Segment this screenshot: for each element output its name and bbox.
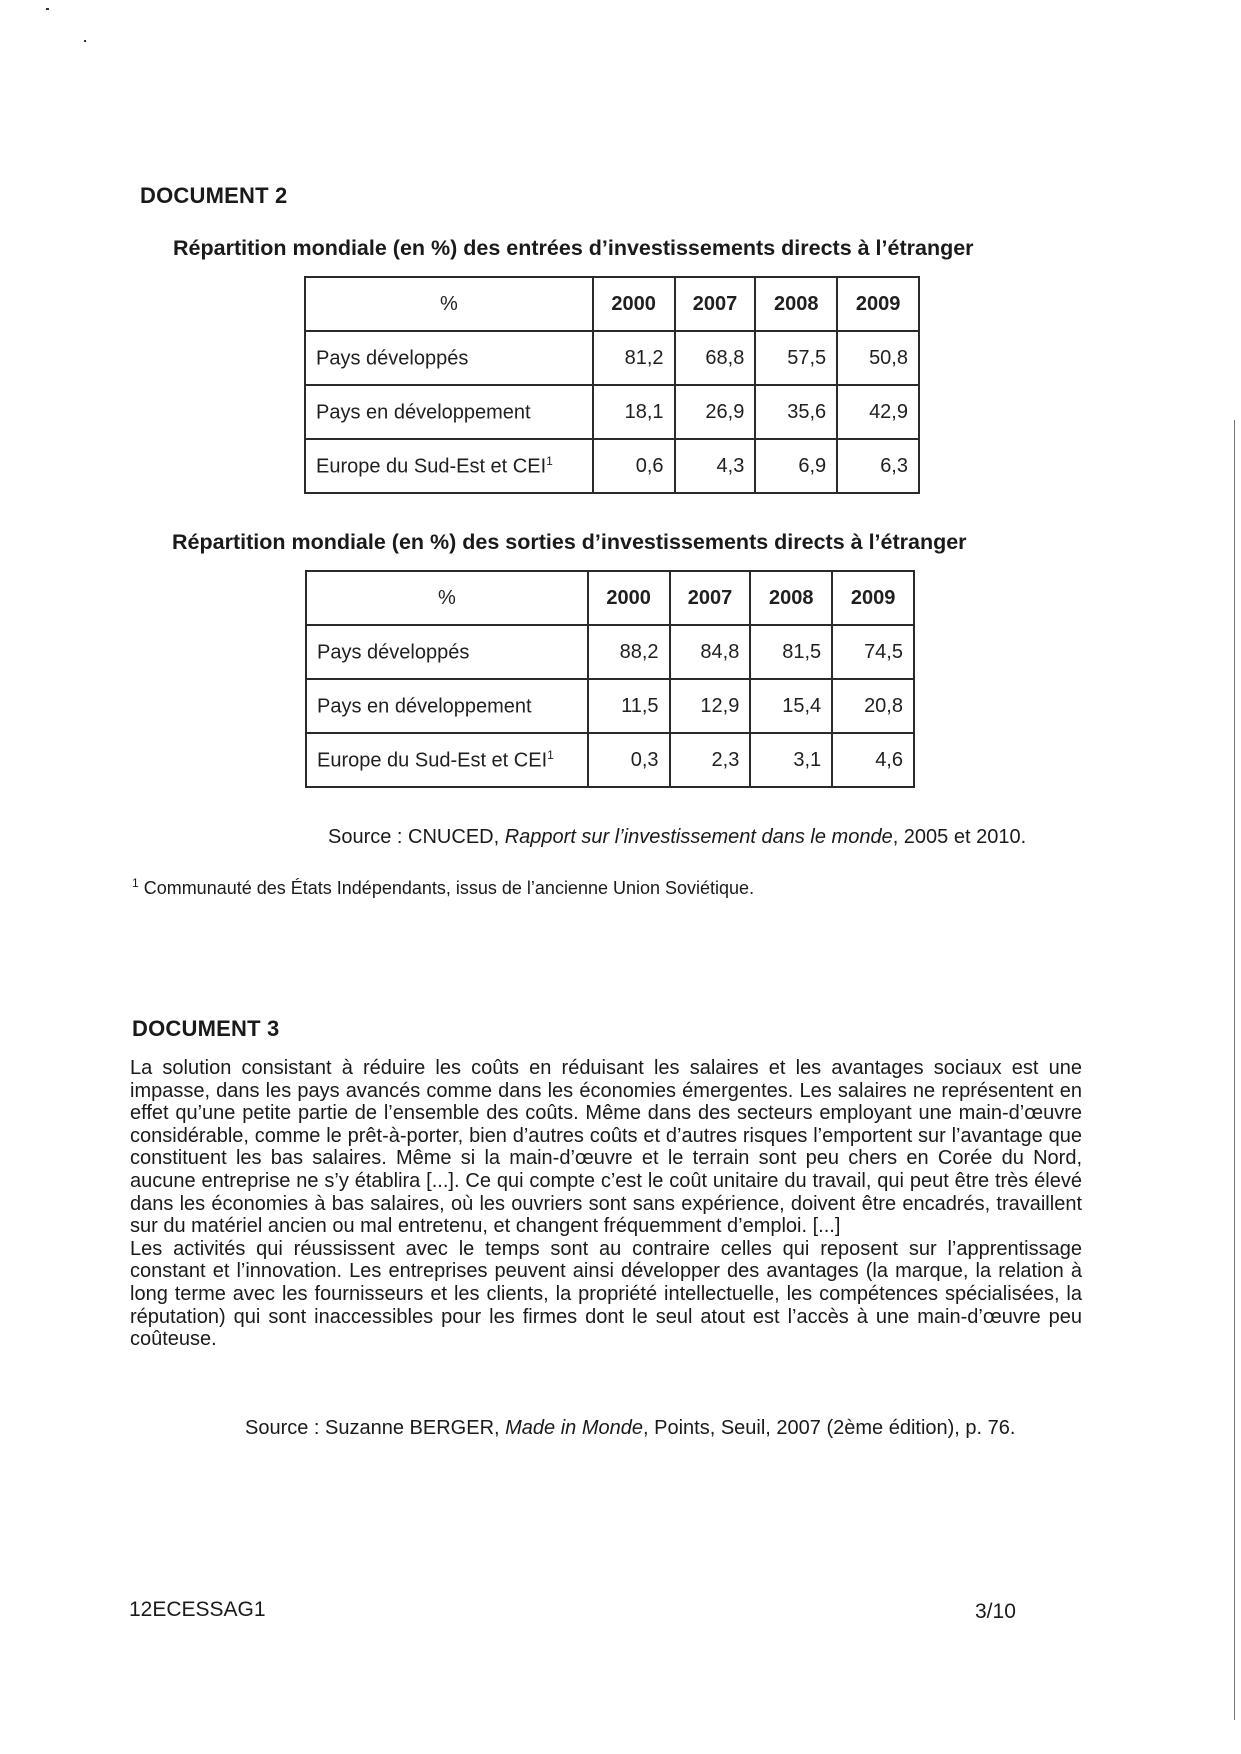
row-label	[306, 625, 588, 679]
doc3-source	[245, 1417, 1015, 1440]
row-label	[306, 733, 588, 787]
table-cell: 12,9	[670, 679, 751, 733]
doc2-source-suffix: , 2005 et 2010.	[892, 826, 1027, 848]
row-label-text: Europe du Sud-Est et CEI	[317, 749, 548, 772]
table-cell: 81,5	[750, 625, 832, 679]
table-out-header-cell: 2007	[670, 571, 751, 625]
table-row	[306, 733, 914, 787]
table-cell: 20,8	[832, 679, 914, 733]
doc3-source-title: Made in Monde	[505, 1417, 644, 1439]
row-label-text: Pays en développement	[317, 695, 532, 718]
row-label-sup: 1	[546, 453, 553, 468]
table-out-header-cell: 2000	[588, 571, 670, 625]
doc2-source-prefix: Source : CNUCED,	[328, 826, 505, 848]
table-cell: 0,6	[593, 439, 675, 493]
table-in	[304, 276, 920, 494]
scan-speck	[46, 8, 49, 10]
row-label	[305, 385, 593, 439]
table-in-header-cell: 2009	[837, 277, 919, 331]
table-cell: 15,4	[750, 679, 832, 733]
table-row	[305, 331, 919, 385]
row-label	[305, 331, 593, 385]
row-label-text: Pays développés	[317, 641, 470, 664]
doc2-footnote	[132, 876, 754, 899]
table-in-title: Répartition mondiale (en %) des entrées d’investissements directs à l’étranger	[173, 236, 974, 260]
page-number: 3/10	[975, 1600, 1016, 1623]
table-out-header-cell: %	[306, 571, 588, 625]
table-out-title: Répartition mondiale (en %) des sorties d’investissements directs à l’étranger	[172, 530, 967, 554]
doc3-source-prefix: Source : Suzanne BERGER,	[245, 1417, 506, 1439]
footnote-text: Communauté des États Indépendants, issus de l’ancienne Union Soviétique.	[138, 878, 755, 898]
table-in-header-row	[305, 277, 919, 331]
table-cell: 35,6	[755, 385, 837, 439]
doc2-heading: DOCUMENT 2	[140, 183, 288, 208]
table-cell: 0,3	[588, 733, 670, 787]
doc2-source-title: Rapport sur l’investissement dans le monde	[504, 826, 893, 848]
table-cell: 3,1	[750, 733, 832, 787]
table-cell: 84,8	[670, 625, 751, 679]
table-in-header-cell: 2007	[675, 277, 756, 331]
table-cell: 6,9	[755, 439, 837, 493]
row-label-text: Europe du Sud-Est et CEI	[316, 455, 547, 478]
table-cell: 68,8	[675, 331, 756, 385]
table-cell: 6,3	[837, 439, 919, 493]
table-in-header-cell: 2000	[593, 277, 675, 331]
table-cell: 11,5	[588, 679, 670, 733]
table-out	[305, 570, 915, 788]
doc3-heading: DOCUMENT 3	[132, 1016, 280, 1041]
row-label-text: Pays développés	[316, 347, 469, 370]
doc3-source-suffix: , Points, Seuil, 2007 (2ème édition), p. 76.	[643, 1417, 1016, 1439]
row-label	[306, 679, 588, 733]
table-row	[305, 439, 919, 493]
table-row	[306, 625, 914, 679]
table-cell: 57,5	[755, 331, 837, 385]
scan-speck	[84, 40, 86, 42]
doc3-body	[130, 1057, 1082, 1351]
table-cell: 50,8	[837, 331, 919, 385]
table-cell: 18,1	[593, 385, 675, 439]
doc3-paragraph: La solution consistant à réduire les coûts en réduisant les salaires et les avantages sociaux est une impasse, dans les pays avancés comme dans les économies émergentes. Les salaires ne représentent en effet qu’une petite partie de l’ensemble des coûts. Même dans des secteurs employant une main-d’œuvre considérable, comme le prêt-à-porter, bien d’autres coûts et d’autres risques l’emportent sur l’avantage que constituent les bas salaires. Même si la main-d’œuvre et le terrain sont peu chers en Corée du Nord, aucune entreprise ne s’y établira [...]. Ce qui compte c’est le coût unitaire du travail, qui peut être très élevé dans les économies à bas salaires, où les ouvriers sont sans expérience, doivent être encadrés, travaillent sur du matériel ancien ou mal entretenu, et changent fréquemment d’emploi. [...]	[130, 1057, 1082, 1238]
footer-code: 12ECESSAG1	[129, 1598, 266, 1621]
table-cell: 2,3	[670, 733, 751, 787]
table-row	[306, 679, 914, 733]
table-in-header-cell: %	[305, 277, 593, 331]
table-cell: 88,2	[588, 625, 670, 679]
table-row	[305, 385, 919, 439]
row-label	[305, 439, 593, 493]
table-cell: 81,2	[593, 331, 675, 385]
scan-edge-line	[1234, 420, 1235, 1720]
row-label-text: Pays en développement	[316, 401, 531, 424]
table-out-header-row	[306, 571, 914, 625]
table-out-header-cell: 2009	[832, 571, 914, 625]
table-cell: 4,6	[832, 733, 914, 787]
table-cell: 42,9	[837, 385, 919, 439]
table-cell: 74,5	[832, 625, 914, 679]
table-cell: 4,3	[675, 439, 756, 493]
footnote-marker: 1	[132, 876, 139, 890]
table-in-header-cell: 2008	[755, 277, 837, 331]
row-label-sup: 1	[547, 747, 554, 762]
table-cell: 26,9	[675, 385, 756, 439]
doc2-source	[328, 826, 1026, 849]
doc3-paragraph: Les activités qui réussissent avec le temps sont au contraire celles qui reposent sur l’apprentissage constant et l’innovation. Les entreprises peuvent ainsi développer des avantages (la marque, la relation à long terme avec les fournisseurs et les clients, la propriété intellectuelle, les compétences spécialisées, la réputation) qui sont inaccessibles pour les firmes dont le seul atout est l’accès à une main-d’œuvre peu coûteuse.	[130, 1237, 1082, 1351]
table-out-header-cell: 2008	[750, 571, 832, 625]
